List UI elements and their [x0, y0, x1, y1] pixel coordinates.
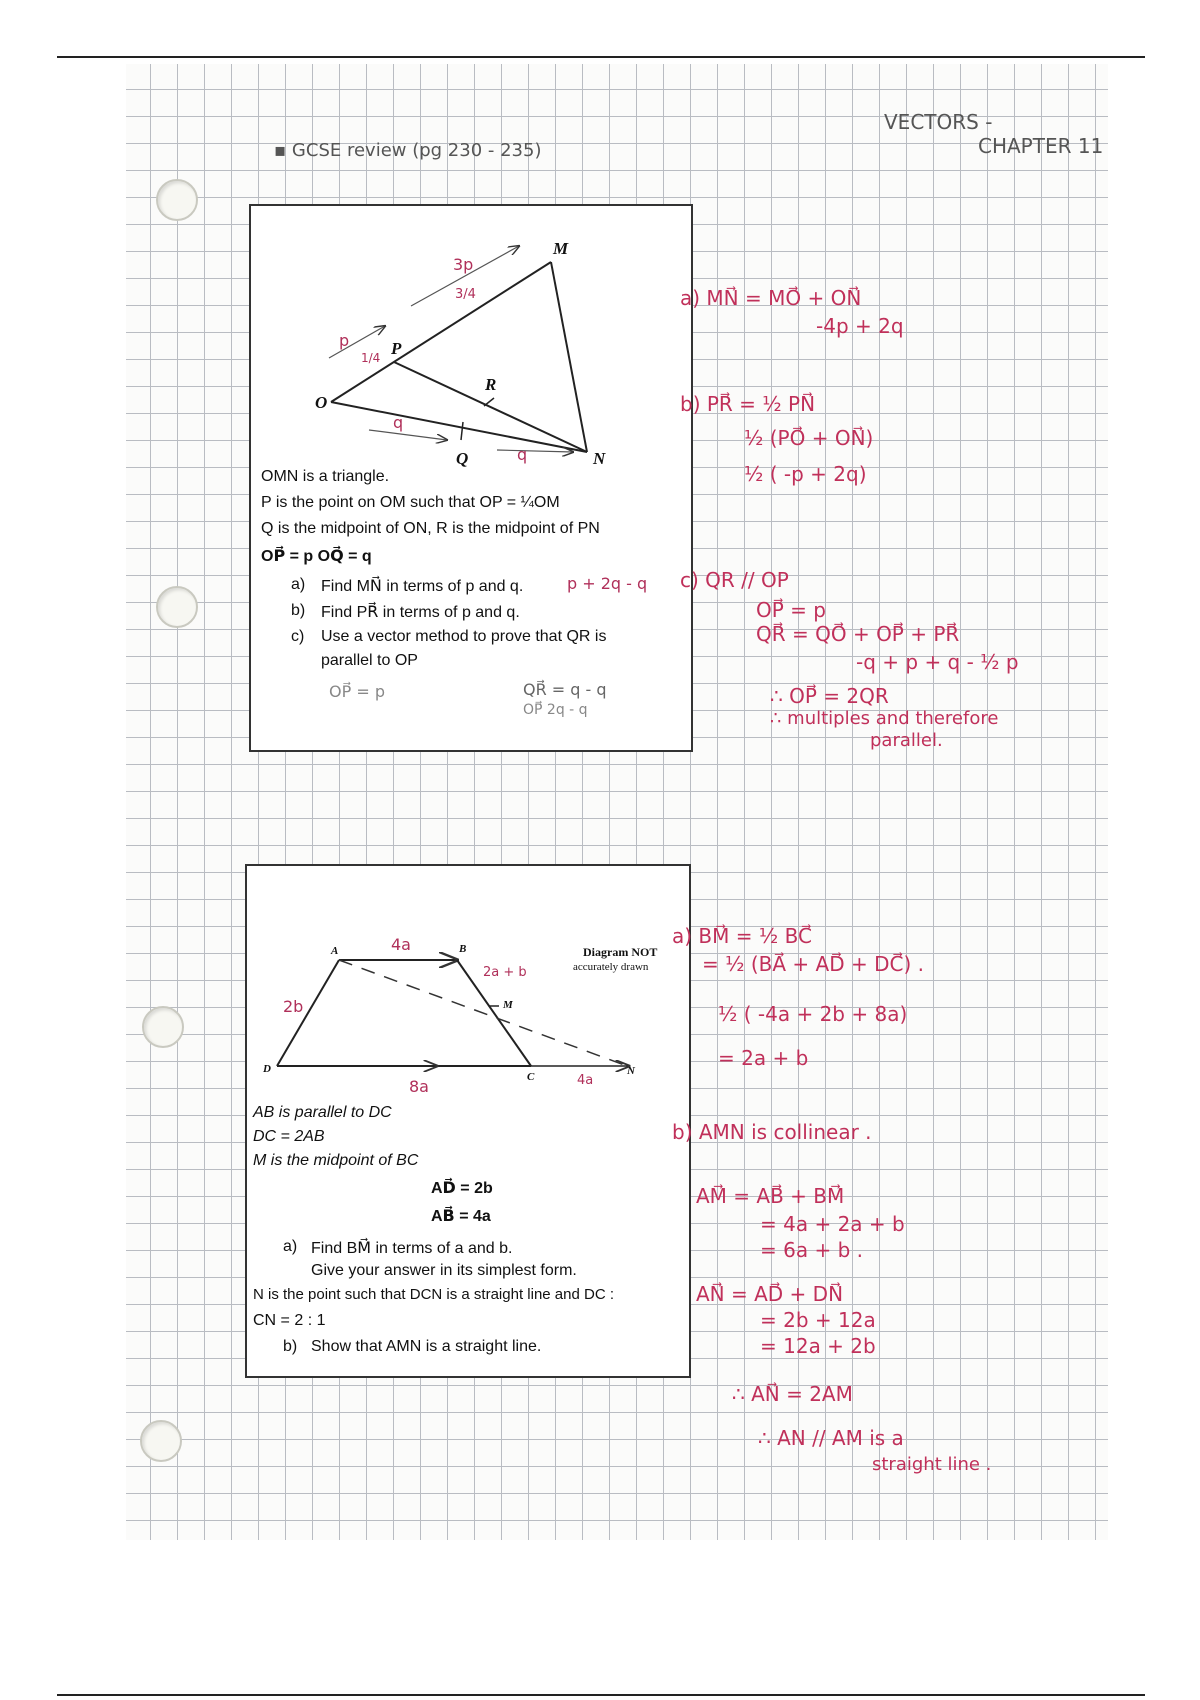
arrow-q — [369, 430, 447, 440]
solution-2b-line-3: = 4a + 2a + b — [760, 1212, 905, 1236]
label-m2: M — [503, 999, 513, 1011]
solution-1b-line-1: b) PR⃗ = ½ PN⃗ — [680, 392, 816, 416]
bottom-rule — [57, 1694, 1145, 1696]
annot-q-right: q — [517, 445, 528, 464]
p1-question-a-label: a) — [291, 576, 306, 593]
side-on — [331, 402, 587, 452]
chapter-title: VECTORS - CHAPTER 11 — [884, 110, 1104, 158]
annot-4a: 4a — [391, 935, 411, 954]
problem-2-card — [245, 864, 691, 1378]
p2-question-b-label: b) — [283, 1338, 298, 1355]
p2-line-2: DC = 2AB — [253, 1128, 325, 1145]
solution-1c-line-4: -q + p + q - ½ p — [856, 650, 1019, 674]
p2-vector-ad: AD⃗ = 2b — [431, 1180, 493, 1197]
box-note-op-p: OP⃗ = p — [329, 682, 385, 701]
p1-question-c-cont: parallel to OP — [321, 652, 418, 669]
p1-question-c: Use a vector method to prove that QR is — [321, 628, 607, 645]
p2-question-a-line-1: Find BM⃗ in terms of a and b. — [311, 1240, 513, 1257]
solution-2b-line-4: = 6a + b . — [760, 1238, 863, 1262]
p2-line-1: AB is parallel to DC — [253, 1104, 392, 1121]
p1-question-b-label: b) — [291, 602, 306, 619]
solution-2b-line-9: ∴ AN // AM is a — [758, 1426, 904, 1450]
solution-2a-line-2: = ½ (BA⃗ + AD⃗ + DC⃗) . — [702, 952, 924, 976]
solution-1c-line-6: ∴ multiples and therefore — [770, 708, 999, 729]
annot-2a-b: 2a + b — [483, 965, 527, 980]
p1-line-3: Q is the midpoint of ON, R is the midpoint of PN — [261, 520, 600, 537]
arrow-q2 — [497, 450, 573, 452]
p2-n-line-2: CN = 2 : 1 — [253, 1312, 326, 1329]
p1-question-a: Find MN⃗ in terms of p and q. — [321, 578, 524, 595]
label-p: P — [391, 339, 402, 358]
solution-2b-line-6: = 2b + 12a — [760, 1308, 876, 1332]
solution-1b-line-2: ½ (PO⃗ + ON⃗) — [744, 426, 874, 450]
label-q: Q — [456, 449, 469, 468]
side-om — [331, 262, 551, 402]
solution-2b-line-2: AM⃗ = AB⃗ + BM⃗ — [696, 1184, 845, 1208]
label-m: M — [553, 239, 569, 258]
p2-question-b: Show that AMN is a straight line. — [311, 1338, 542, 1355]
graph-paper-sheet — [126, 64, 1108, 1540]
solution-2a-line-3: ½ ( -4a + 2b + 8a) — [718, 1002, 908, 1026]
solution-2b-line-8: ∴ AN⃗ = 2AM — [732, 1382, 853, 1406]
p1-line-4: OP⃗ = p OQ⃗ = q — [261, 548, 372, 565]
solution-1a-line-2: -4p + 2q — [816, 314, 904, 338]
p2-vector-ab: AB⃗ = 4a — [431, 1208, 491, 1225]
solution-2b-line-10: straight line . — [872, 1454, 992, 1475]
solution-1c-line-2: OP⃗ = p — [756, 598, 826, 622]
annot-1-4: 1/4 — [361, 351, 381, 365]
solution-2b-line-1: b) AMN is collinear . — [672, 1120, 872, 1144]
label-n2: N — [627, 1065, 635, 1077]
p2-n-line-1: N is the point such that DCN is a straight line and DC : — [253, 1286, 614, 1303]
label-b: B — [459, 943, 467, 955]
p1-line-1: OMN is a triangle. — [261, 468, 390, 485]
label-c: C — [527, 1071, 535, 1083]
solution-1a-line-1: a) MN⃗ = MO⃗ + ON⃗ — [680, 286, 862, 310]
annot-3p: 3p — [453, 255, 474, 274]
p1-line-2: P is the point on OM such that OP = ¼OM — [261, 494, 560, 511]
annot-2b: 2b — [283, 997, 304, 1016]
box-note-p-plus: p + 2q - q — [567, 574, 648, 593]
note-line-1: Diagram NOT — [583, 945, 658, 959]
solution-2b-line-7: = 12a + 2b — [760, 1334, 876, 1358]
annot-8a: 8a — [409, 1077, 429, 1096]
annot-4a-cn: 4a — [577, 1073, 594, 1088]
review-note: ▪ GCSE review (pg 230 - 235) — [274, 140, 542, 161]
solution-2a-line-1: a) BM⃗ = ½ BC⃗ — [672, 924, 812, 948]
box-note-op: OP⃗ 2q - q — [523, 702, 588, 718]
annot-3-4: 3/4 — [455, 287, 476, 302]
tick-q — [461, 422, 463, 440]
solution-1c-line-7: parallel. — [870, 730, 943, 751]
solution-1c-line-1: c) QR // OP — [680, 568, 789, 592]
trapezium-diagram — [247, 866, 689, 1096]
note-line-2: accurately drawn — [573, 961, 649, 973]
solution-1b-line-3: ½ ( -p + 2q) — [744, 462, 867, 486]
p2-line-3: M is the midpoint of BC — [253, 1152, 419, 1169]
label-o: O — [315, 393, 328, 412]
label-r: R — [485, 375, 497, 394]
punch-hole — [142, 1006, 184, 1048]
p2-question-a-label: a) — [283, 1238, 298, 1255]
box-note-qr: QR⃗ = q - q — [523, 680, 607, 699]
punch-hole — [156, 586, 198, 628]
side-mn — [551, 262, 587, 452]
punch-hole — [156, 179, 198, 221]
annot-q-bottom: q — [393, 413, 404, 432]
tick-r — [484, 398, 494, 406]
label-a: A — [331, 945, 339, 957]
solution-1c-line-5: ∴ OP⃗ = 2QR — [770, 684, 889, 708]
top-rule — [57, 56, 1145, 58]
p2-question-a-line-2: Give your answer in its simplest form. — [311, 1262, 577, 1279]
solution-1c-line-3: QR⃗ = QO⃗ + OP⃗ + PR⃗ — [756, 622, 960, 646]
annot-p: p — [339, 331, 350, 350]
label-d: D — [263, 1063, 271, 1075]
p1-question-c-label: c) — [291, 628, 305, 645]
label-n: N — [593, 449, 606, 468]
punch-hole — [140, 1420, 182, 1462]
problem-1-card — [249, 204, 693, 752]
solution-2a-line-4: = 2a + b — [718, 1046, 809, 1070]
solution-2b-line-5: AN⃗ = AD⃗ + DN⃗ — [696, 1282, 844, 1306]
p1-question-b: Find PR⃗ in terms of p and q. — [321, 604, 520, 621]
